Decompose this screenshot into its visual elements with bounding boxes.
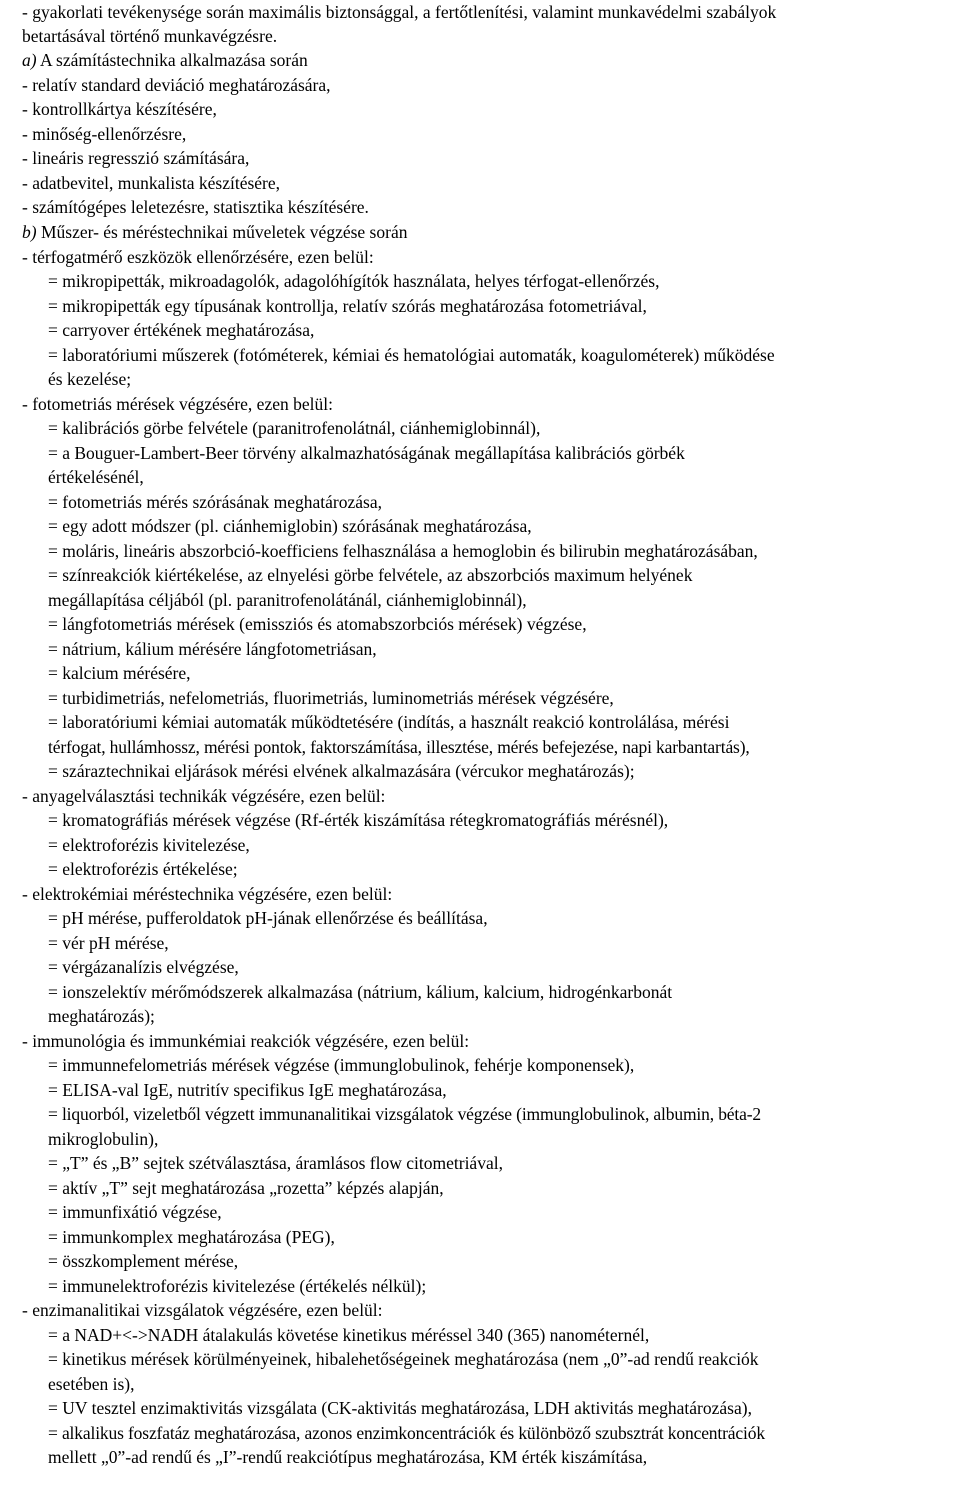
sub-item: = elektroforézis értékelése; (48, 859, 238, 879)
sub-item: = ionszelektív mérőmódszerek alkalmazása (nátrium, kálium, kalcium, hidrogénkarbonát (48, 982, 673, 1002)
sub-item: = összkomplement mérése, (48, 1251, 239, 1271)
sub-item: = színreakciók kiértékelése, az elnyelési görbe felvétele, az abszorbciós maximum helyének (48, 565, 693, 585)
sub-item-continuation: meghatározás); (48, 1006, 155, 1026)
text-line: betartásával történő munkavégzésre. (22, 26, 278, 46)
section-a-heading: a) A számítástechnika alkalmazása során (22, 50, 308, 70)
section-b-heading: b) Műszer- és méréstechnikai műveletek végzése során (22, 222, 408, 242)
sub-item: = immunfixátió végzése, (48, 1202, 222, 1222)
list-item: - enzimanalitikai vizsgálatok végzésére, ezen belül: (22, 1300, 383, 1320)
sub-item-continuation: esetében is), (48, 1374, 135, 1394)
sub-item-continuation: mellett „0”-ad rendű és „I”-rendű reakciótípus meghatározása, KM érték kiszámítása, (48, 1447, 648, 1467)
sub-item-continuation: és kezelése; (48, 369, 132, 389)
sub-item-continuation: térfogat, hullámhossz, mérési pontok, faktorszámítása, illesztése, mérés befejezése, napi karbantartás), (48, 737, 750, 757)
sub-item: = kalibrációs görbe felvétele (paranitrofenolátnál, ciánhemiglobinnál), (48, 418, 541, 438)
sub-item: = elektroforézis kivitelezése, (48, 835, 250, 855)
list-item: - lineáris regresszió számítására, (22, 148, 250, 168)
list-item: - térfogatmérő eszközök ellenőrzésére, ezen belül: (22, 247, 374, 267)
sub-item: = alkalikus foszfatáz meghatározása, azonos enzimkoncentrációk és különböző szubsztrát koncentrációk (48, 1423, 765, 1443)
sub-item-continuation: mikroglobulin), (48, 1129, 159, 1149)
sub-item: = carryover értékének meghatározása, (48, 320, 315, 340)
sub-item: = immunelektroforézis kivitelezése (értékelés nélkül); (48, 1276, 427, 1296)
sub-item: = kinetikus mérések körülményeinek, hibalehetőségeinek meghatározása (nem „0”-ad rendű reakciók (48, 1349, 759, 1369)
sub-item: = mikropipetták, mikroadagolók, adagolóhígítók használata, helyes térfogat-ellenőrzés, (48, 271, 660, 291)
list-item: - minőség-ellenőrzésre, (22, 124, 187, 144)
list-item: - kontrollkártya készítésére, (22, 99, 217, 119)
list-item: - anyagelválasztási technikák végzésére, ezen belül: (22, 786, 386, 806)
sub-item: = kromatográfiás mérések végzése (Rf-érték kiszámítása rétegkromatográfiás mérésnél), (48, 810, 669, 830)
sub-item: = moláris, lineáris abszorbció-koefficiens felhasználása a hemoglobin és bilirubin meghatározásában, (48, 541, 758, 561)
list-item: - elektrokémiai méréstechnika végzésére, ezen belül: (22, 884, 393, 904)
sub-item: = ELISA-val IgE, nutritív specifikus IgE meghatározása, (48, 1080, 447, 1100)
sub-item: = vér pH mérése, (48, 933, 169, 953)
sub-item: = turbidimetriás, nefelometriás, fluorimetriás, luminometriás mérések végzésére, (48, 688, 614, 708)
list-item: - relatív standard deviáció meghatározására, (22, 75, 331, 95)
sub-item: = kalcium mérésére, (48, 663, 191, 683)
sub-item-continuation: értékelésénél, (48, 467, 144, 487)
sub-item: = vérgázanalízis elvégzése, (48, 957, 239, 977)
sub-item: = laboratóriumi műszerek (fotóméterek, kémiai és hematológiai automaták, koagulométerek) működése (48, 345, 775, 365)
sub-item: = a Bouguer-Lambert-Beer törvény alkalmazhatóságának megállapítása kalibrációs görbék (48, 443, 685, 463)
sub-item: = mikropipetták egy típusának kontrollja, relatív szórás meghatározása fotometriával, (48, 296, 647, 316)
sub-item: = „T” és „B” sejtek szétválasztása, áramlásos flow citometriával, (48, 1153, 503, 1173)
sub-item: = pH mérése, pufferoldatok pH-jának ellenőrzése és beállítása, (48, 908, 488, 928)
sub-item: = egy adott módszer (pl. ciánhemiglobin) szórásának meghatározása, (48, 516, 532, 536)
sub-item: = nátrium, kálium mérésére lángfotometriásan, (48, 639, 377, 659)
text-line: - gyakorlati tevékenysége során maximális biztonsággal, a fertőtlenítési, valamint munkavédelmi szabályok (22, 2, 777, 22)
sub-item: = lángfotometriás mérések (emissziós és atomabszorbciós mérések) végzése, (48, 614, 587, 634)
sub-item: = fotometriás mérés szórásának meghatározása, (48, 492, 382, 512)
list-item: - immunológia és immunkémiai reakciók végzésére, ezen belül: (22, 1031, 470, 1051)
sub-item: = UV tesztel enzimaktivitás vizsgálata (CK-aktivitás meghatározása, LDH aktivitás meghatározása), (48, 1398, 752, 1418)
sub-item: = liquorból, vizeletből végzett immunanalitikai vizsgálatok végzése (immunglobulinok, albumin, béta-2 (48, 1104, 762, 1124)
section-b-text: Műszer- és méréstechnikai műveletek végzése során (40, 222, 408, 242)
sub-item: = immunkomplex meghatározása (PEG), (48, 1227, 335, 1247)
list-item: - adatbevitel, munkalista készítésére, (22, 173, 281, 193)
list-item: - fotometriás mérések végzésére, ezen belül: (22, 394, 333, 414)
sub-item: = a NAD+<->NADH átalakulás követése kinetikus méréssel 340 (365) nanométernél, (48, 1325, 650, 1345)
sub-item: = száraztechnikai eljárások mérési elvének alkalmazására (vércukor meghatározás); (48, 761, 635, 781)
sub-item: = immunnefelometriás mérések végzése (immunglobulinok, fehérje komponensek), (48, 1055, 635, 1075)
section-a-text: A számítástechnika alkalmazása során (40, 50, 308, 70)
sub-item-continuation: megállapítása céljából (pl. paranitrofenolátánál, ciánhemiglobinnál), (48, 590, 527, 610)
sub-item: = aktív „T” sejt meghatározása „rozetta” képzés alapján, (48, 1178, 444, 1198)
sub-item: = laboratóriumi kémiai automaták működtetésére (indítás, a használt reakció kontrolálása, mérési (48, 712, 730, 732)
list-item: - számítógépes leletezésre, statisztika készítésére. (22, 197, 369, 217)
